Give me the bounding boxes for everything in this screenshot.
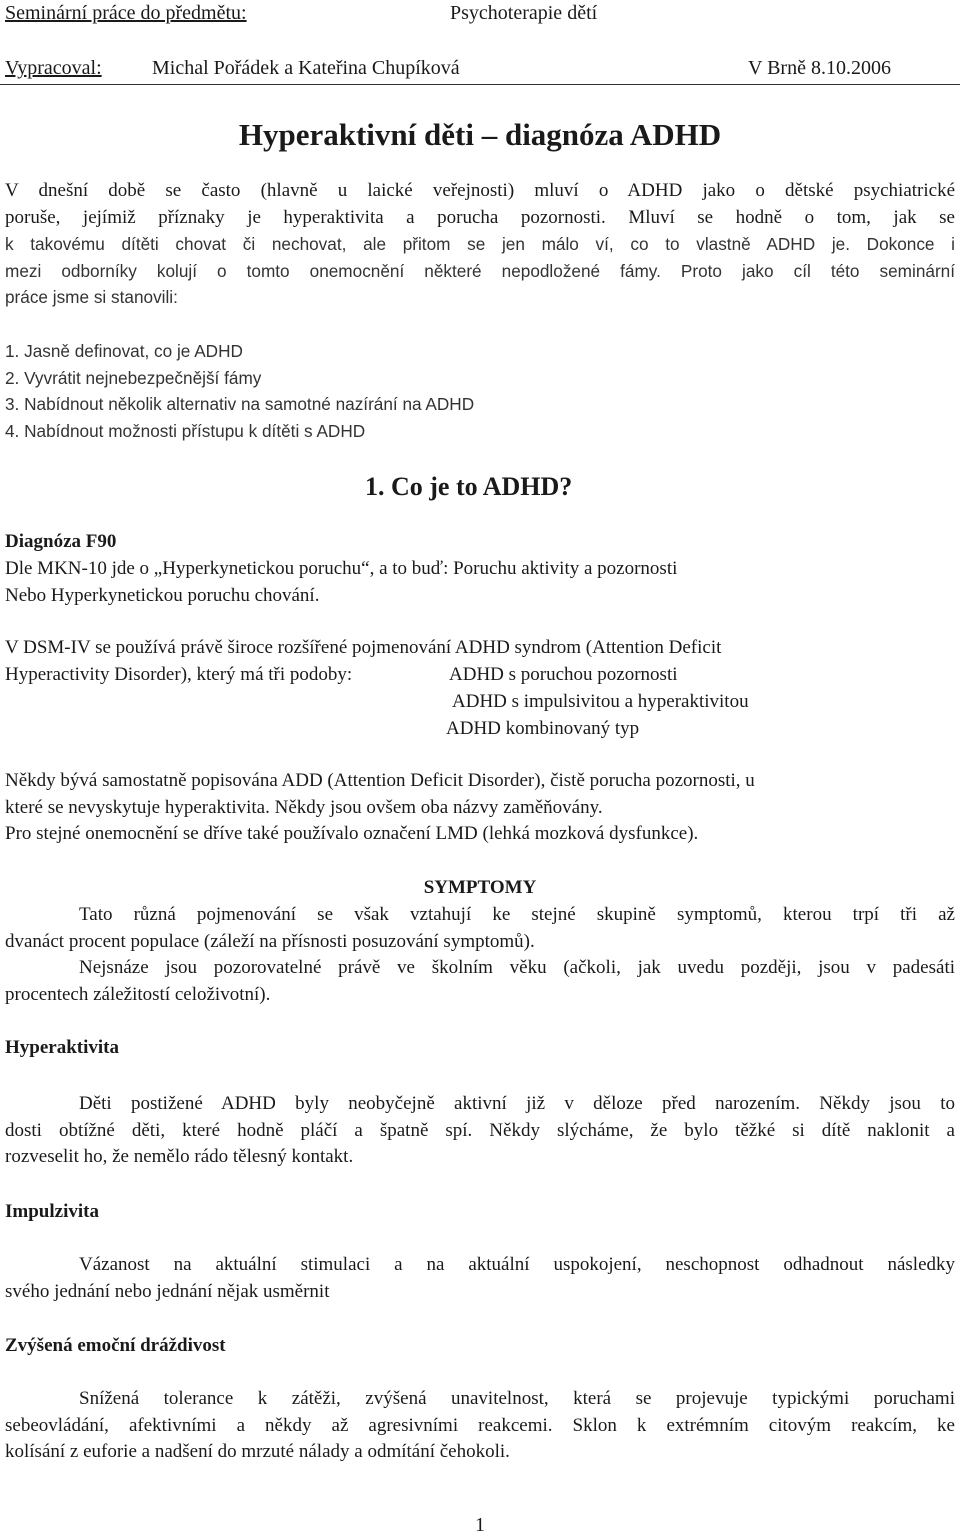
intro-line: poruše, jejímiž příznaky je hyperaktivita a porucha pozornosti. Mluví se hodně o tom, jak se [5, 206, 955, 228]
list-item: 3. Nabídnout několik alternativ na samotné nazírání na ADHD [5, 394, 475, 414]
hyperactivity-line: rozveselit ho, že nemělo rádo tělesný kontakt. [5, 1146, 354, 1167]
diagnosis-heading: Diagnóza F90 [5, 531, 117, 552]
diagnosis-line: Nebo Hyperkynetickou poruchu chování. [5, 584, 320, 606]
authors: Michal Pořádek a Kateřina Chupíková [152, 57, 460, 79]
dsm-type: ADHD s poruchou pozornosti [449, 664, 678, 685]
impulsivity-paragraph [5, 1252, 955, 1305]
emotional-line: Snížená tolerance k zátěži, zvýšená unavitelnost, která se projevuje typickými poruchami [79, 1388, 955, 1409]
intro-paragraph [5, 178, 955, 311]
header-rule [0, 84, 960, 85]
hyperactivity-paragraph [5, 1091, 955, 1171]
intro-line: k takovému dítěti chovat či nechovat, ale přitom se jen málo ví, co to vlastně ADHD je. Dokonce i [5, 234, 955, 254]
course-label: Seminární práce do předmětu: [5, 2, 247, 24]
dsm-line: V DSM-IV se používá právě široce rozšířené pojmenování ADHD syndrom (Attention Deficit [5, 637, 722, 658]
dsm-type: ADHD s impulsivitou a hyperaktivitou [452, 691, 749, 712]
diagnosis-line: Dle MKN-10 jde o „Hyperkynetickou poruchu“, a to buď: Poruchu aktivity a pozornosti [5, 558, 678, 579]
goals-list [5, 338, 955, 444]
intro-line: mezi odborníky kolují o tomto onemocnění některé nepodložené fámy. Proto jako cíl této seminární [5, 260, 955, 281]
course-value: Psychoterapie dětí [450, 2, 598, 24]
list-item: 1. Jasně definovat, co je ADHD [5, 341, 243, 361]
symptoms-paragraph-2 [5, 955, 955, 1008]
symptoms-line: Tato různá pojmenování se však vztahují ke stejné skupině symptomů, kterou trpí tři až [79, 904, 955, 925]
impulsivity-line: Vázanost na aktuální stimulaci a na aktuální uspokojení, neschopnost odhadnout následky [79, 1254, 955, 1275]
list-item: 4. Nabídnout možnosti přístupu k dítěti s ADHD [5, 420, 366, 441]
page-number: 1 [475, 1514, 485, 1536]
dsm-line: Hyperactivity Disorder), který má tři podoby: [5, 664, 353, 685]
symptoms-line: procentech záležitostí celoživotní). [5, 983, 271, 1005]
emotional-line: kolísání z euforie a nadšení do mrzuté nálady a odmítání čehokoli. [5, 1441, 510, 1462]
symptoms-line: dvanáct procent populace (záleží na přísnosti posuzování symptomů). [5, 930, 535, 952]
emotional-line: sebeovládání, afektivními a někdy až agresivními reakcemi. Sklon k extrémním citovým reakcím, ke [5, 1414, 955, 1436]
emotional-paragraph [5, 1386, 955, 1466]
hyperactivity-line: Děti postižené ADHD byly neobyčejně aktivní již v děloze před narozením. Někdy jsou to [79, 1093, 955, 1114]
add-paragraph [5, 768, 955, 848]
page-title: Hyperaktivní děti – diagnóza ADHD [238, 117, 722, 152]
dsm-type: ADHD kombinovaný typ [446, 718, 640, 739]
symptoms-heading: SYMPTOMY [423, 877, 537, 898]
author-label: Vypracoval: [5, 57, 102, 79]
place-date: V Brně 8.10.2006 [748, 57, 891, 79]
symptoms-line: Nejsnáze jsou pozorovatelné právě ve školním věku (ačkoli, jak uvedu později, jsou v padesáti [79, 957, 955, 978]
add-line: které se nevyskytuje hyperaktivita. Někdy jsou ovšem oba názvy zaměňovány. [5, 796, 603, 818]
list-item: 2. Vyvrátit nejnebezpečnější fámy [5, 367, 262, 388]
symptoms-paragraph-1 [5, 902, 955, 955]
impulsivity-heading: Impulzivita [5, 1201, 99, 1222]
section-heading: 1. Co je to ADHD? [365, 472, 573, 501]
hyperactivity-heading: Hyperaktivita [5, 1037, 119, 1058]
intro-line: V dnešní době se často (hlavně u laické veřejnosti) mluví o ADHD jako o dětské psychiatrické [5, 180, 955, 201]
add-line: Někdy bývá samostatně popisována ADD (Attention Deficit Disorder), čistě porucha pozornosti, u [5, 770, 755, 791]
hyperactivity-line: dosti obtížné děti, které hodně pláčí a špatně spí. Někdy slýcháme, že bylo těžké si dítě naklonit a [5, 1119, 955, 1141]
emotional-heading: Zvýšená emoční dráždivost [5, 1335, 226, 1356]
diagnosis-text [5, 556, 955, 609]
add-line: Pro stejné onemocnění se dříve také používalo označení LMD (lehká mozková dysfunkce). [5, 823, 699, 844]
intro-line: práce jsme si stanovili: [5, 287, 178, 307]
impulsivity-line: svého jednání nebo jednání nějak usměrnit [5, 1280, 330, 1302]
